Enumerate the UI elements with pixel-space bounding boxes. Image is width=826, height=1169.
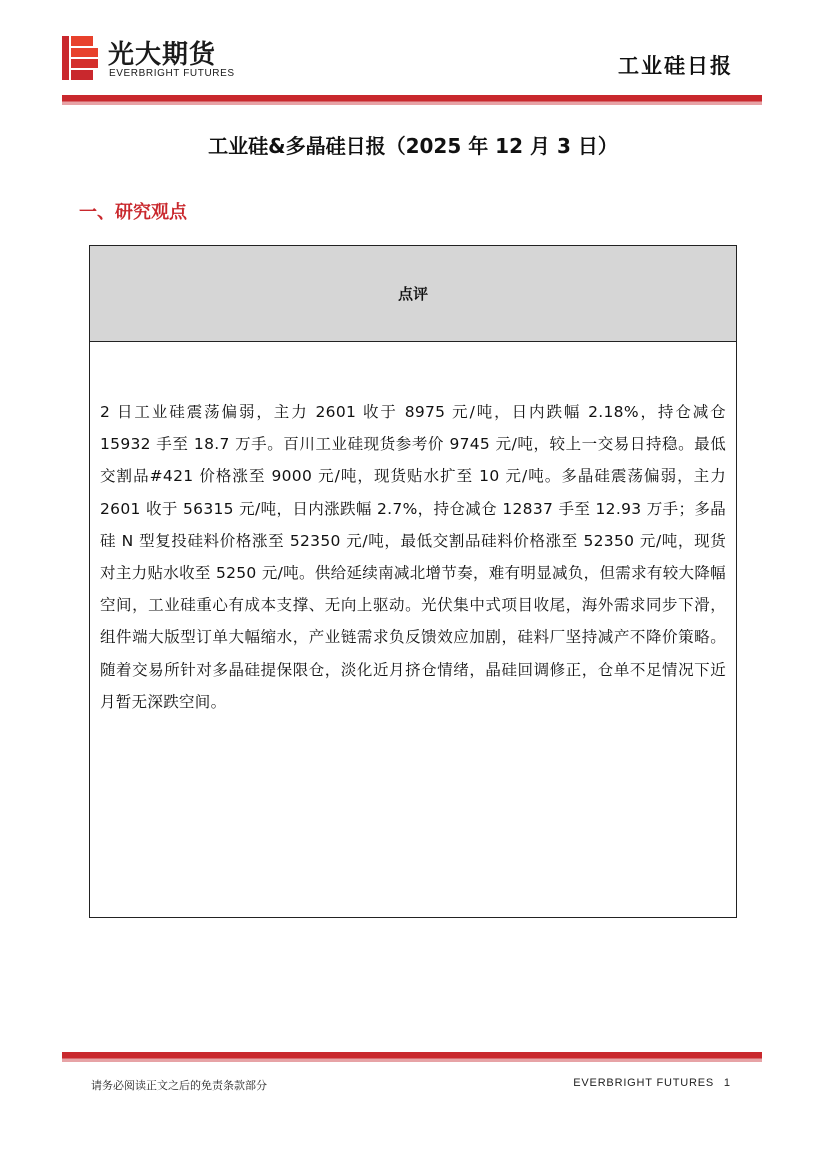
footer-brand: EVERBRIGHT FUTURES — [573, 1077, 714, 1089]
header-divider — [62, 95, 762, 105]
table-header-label: 点评 — [397, 285, 428, 303]
report-type-title: 工业硅日报 — [618, 54, 733, 78]
commentary-table-header — [90, 246, 736, 342]
commentary-table-body — [100, 396, 726, 718]
logo-chinese-name: 光大期货 — [108, 40, 217, 70]
logo-english-name: EVERBRIGHT FUTURES — [109, 68, 235, 79]
footer-divider — [62, 1052, 762, 1062]
commentary-table — [89, 245, 737, 918]
footer-disclaimer-note: 请务必阅读正文之后的免责条款部分 — [91, 1079, 267, 1092]
page-number: 1 — [723, 1077, 730, 1089]
section-heading: 一、研究观点 — [79, 202, 187, 223]
everbright-logo-icon — [62, 36, 98, 80]
document-title: 工业硅&多晶硅日报（2025 年 12 月 3 日） — [208, 134, 618, 158]
commentary-text: 2 日工业硅震荡偏弱，主力 2601 收于 8975 元/吨，日内跌幅 2.18%，持仓减仓 15932 手至 18.7 万手。百川工业硅现货参考价 9745 元/吨，较上一交易日持稳。最低交割品#421 价格涨至 9000 元/吨，现货贴水扩至 10 元/吨。多晶硅震荡偏弱，主力 2601 收于 56315 元/吨，日内涨跌幅 2.7%，持仓减仓 12837 手至 12.93 万手；多晶硅 N 型复投硅料价格涨至 52350 元/吨，最低交割品硅料价格涨至 52350 元/吨，现货对主力贴水收至 5250 元/吨。供给延续南减北增节奏，难有明显减负，但需求有较大降幅空间，工业硅重心有成本支撑、无向上驱动。光伏集中式项目收尾，海外需求同步下滑，组件端大版型订单大幅缩水，产业链需求负反馈效应加剧，硅料厂坚持减产不降价策略。随着交易所针对多晶硅提保限仓，淡化近月挤仓情绪，晶硅回调修正，仓单不足情况下近月暂无深跌空间。 — [100, 403, 726, 711]
company-logo — [62, 34, 252, 84]
